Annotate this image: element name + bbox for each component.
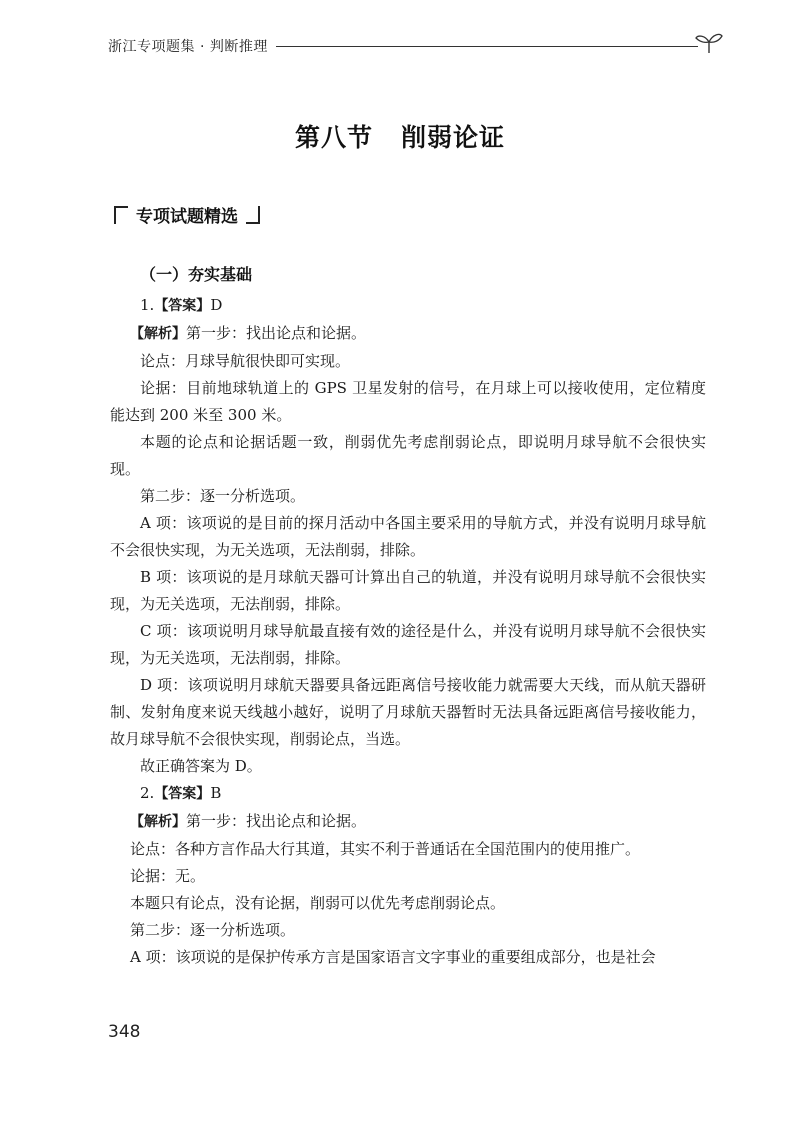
q2-analysis-text: 第一步：找出论点和论据。 xyxy=(186,812,367,830)
q1-option-d: D 项：该项说明月球航天器要具备远距离信号接收能力就需要大天线，而从航天器研制、发射角度来说天线越小越好，说明了月球航天器暂时无法具备远距离信号接收能力，故月球导航不会很快实现，削弱论点，当选。 xyxy=(110,676,706,748)
q1-note: 本题的论点和论据话题一致，削弱优先考虑削弱论点，即说明月球导航不会很快实现。 xyxy=(110,433,706,478)
q1-option-b: B 项：该项说的是月球航天器可计算出自己的轨道，并没有说明月球导航不会很快实现，为无关选项，无法削弱，排除。 xyxy=(110,568,706,613)
answers-body xyxy=(110,292,706,971)
page-number: 348 xyxy=(108,1022,141,1042)
q2-number: 2. xyxy=(140,784,155,802)
q1-answer-tag: 【答案】 xyxy=(154,298,211,314)
q1-option-a: A 项：该项说的是目前的探月活动中各国主要采用的导航方式，并没有说明月球导航不会很快实现，为无关选项，无法削弱，排除。 xyxy=(110,514,706,559)
q1-conclusion: 故正确答案为 D。 xyxy=(140,757,262,775)
section-name: 削弱论证 xyxy=(401,123,506,152)
open-corner-bracket xyxy=(114,206,128,224)
q2-step2: 第二步：逐一分析选项。 xyxy=(130,921,296,939)
q2-analysis-tag: 【解析】 xyxy=(130,814,186,830)
q2-claim: 论点：各种方言作品大行其道，其实不利于普通话在全国范围内的使用推广。 xyxy=(130,840,641,858)
q1-analysis-tag: 【解析】 xyxy=(130,326,186,342)
q1-evidence: 论据：目前地球轨道上的 GPS 卫星发射的信号，在月球上可以接收使用，定位精度能达到 200 米至 300 米。 xyxy=(110,379,706,424)
subheading xyxy=(114,202,260,227)
q1-answer-value: D xyxy=(210,296,223,314)
q2-answer-value: B xyxy=(210,784,222,802)
q2-option-a: A 项：该项说的是保护传承方言是国家语言文字事业的重要组成部分，也是社会 xyxy=(130,948,656,966)
close-corner-bracket xyxy=(246,206,260,224)
q1-claim: 论点：月球导航很快即可实现。 xyxy=(140,352,351,370)
q1-step2: 第二步：逐一分析选项。 xyxy=(140,487,306,505)
subheading-text: 专项试题精选 xyxy=(136,207,238,227)
q2-analysis-line xyxy=(110,808,706,836)
subsection-heading: （一）夯实基础 xyxy=(140,265,253,284)
q1-number: 1. xyxy=(140,296,155,314)
header-rule xyxy=(276,46,698,47)
running-title: 浙江专项题集 · 判断推理 xyxy=(108,39,268,55)
section-number: 第八节 xyxy=(294,123,373,152)
sprout-icon xyxy=(694,32,724,54)
q2-note: 本题只有论点，没有论据，削弱可以优先考虑削弱论点。 xyxy=(130,894,506,912)
q2-answer-tag: 【答案】 xyxy=(154,786,211,802)
q1-answer-line xyxy=(110,292,706,320)
section-title xyxy=(0,118,800,154)
q1-analysis-line xyxy=(110,320,706,348)
q2-evidence: 论据：无。 xyxy=(130,867,206,885)
q1-option-c: C 项：该项说明月球导航最直接有效的途径是什么，并没有说明月球导航不会很快实现，为无关选项，无法削弱，排除。 xyxy=(110,622,706,667)
running-header xyxy=(108,32,728,58)
q2-answer-line xyxy=(110,780,706,808)
q1-analysis-text: 第一步：找出论点和论据。 xyxy=(186,324,367,342)
